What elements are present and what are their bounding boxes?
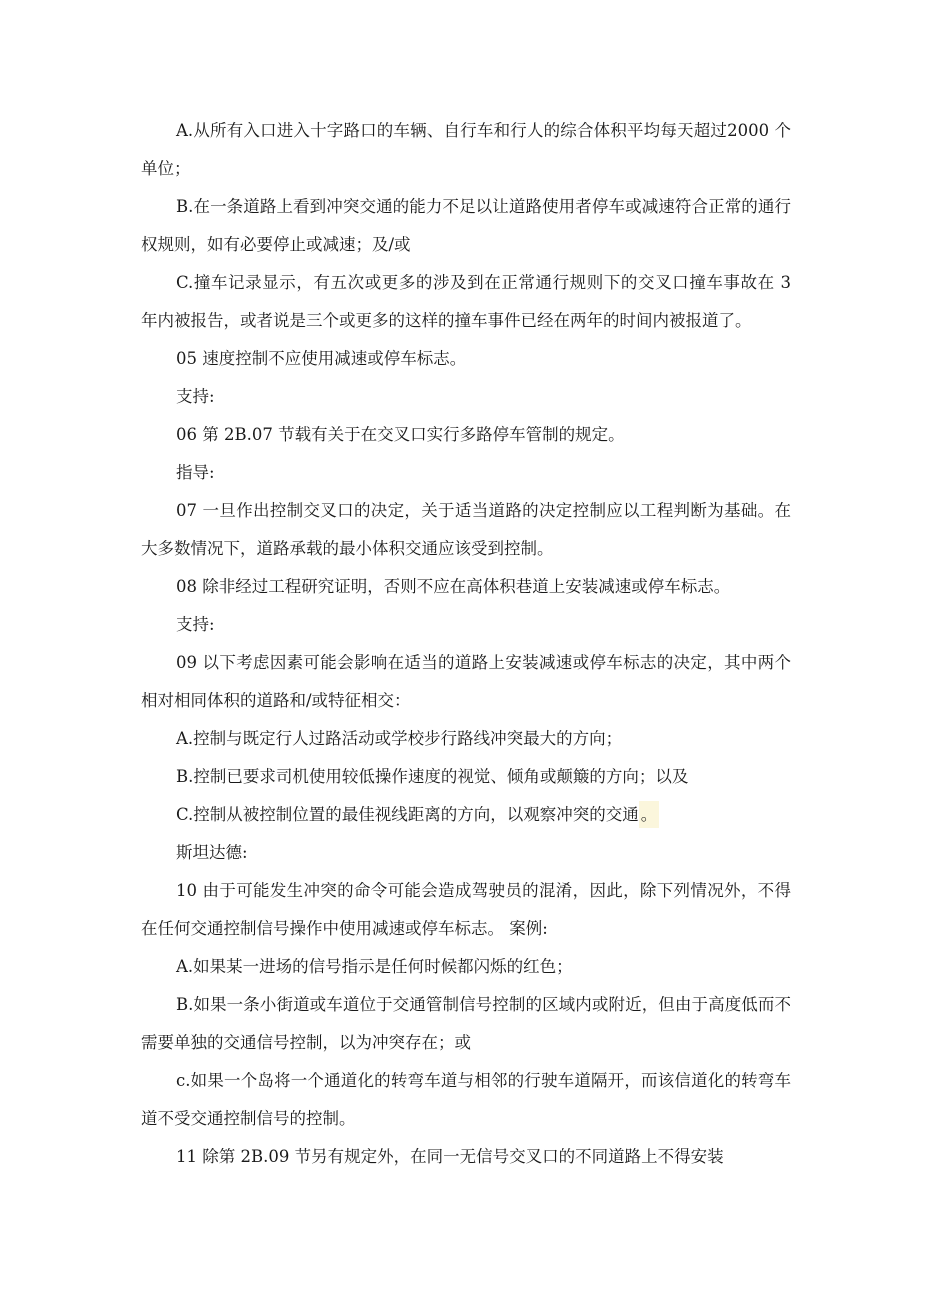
paragraph-11: 11 除第 2B.09 节另有规定外，在同一无信号交叉口的不同道路上不得安装 <box>176 1147 724 1166</box>
paragraph-10: 10 由于可能发生冲突的命令可能会造成驾驶员的混淆，因此，除下列情况外，不得在任何交通控制信号操作中使用减速或停车标志。 案例: <box>141 881 791 938</box>
paragraph-09: 09 以下考虑因素可能会影响在适当的道路上安装减速或停车标志的决定，其中两个相对相同体积的道路和/或特征相交： <box>141 653 791 710</box>
heading-support-2: 支持: <box>176 615 215 634</box>
paragraph-09-a: A.控制与既定行人过路活动或学校步行路线冲突最大的方向； <box>176 729 623 748</box>
paragraph-09-c-text: C.控制从被控制位置的最佳视线距离的方向，以观察冲突的交通 <box>176 805 639 824</box>
highlight-mark: 。 <box>639 801 660 828</box>
paragraph-criterion-a: A.从所有入口进入十字路口的车辆、自行车和行人的综合体积平均每天超过2000 个单位； <box>141 121 791 178</box>
paragraph-10-a: A.如果某一进场的信号指示是任何时候都闪烁的红色； <box>176 957 573 976</box>
paragraph-criterion-c: C.撞车记录显示，有五次或更多的涉及到在正常通行规则下的交叉口撞车事故在 3 年内被报告，或者说是三个或更多的这样的撞车事件已经在两年的时间内被报道了。 <box>141 273 791 330</box>
paragraph-09-c <box>141 796 791 834</box>
paragraph-08: 08 除非经过工程研究证明，否则不应在高体积巷道上安装减速或停车标志。 <box>176 577 731 596</box>
document-body <box>141 112 791 1176</box>
paragraph-05: 05 速度控制不应使用减速或停车标志。 <box>176 349 467 368</box>
heading-support: 支持: <box>176 387 215 406</box>
heading-guidance: 指导: <box>176 463 215 482</box>
paragraph-06: 06 第 2B.07 节载有关于在交叉口实行多路停车管制的规定。 <box>176 425 625 444</box>
paragraph-07: 07 一旦作出控制交叉口的决定，关于适当道路的决定控制应以工程判断为基础。在大多数情况下，道路承载的最小体积交通应该受到控制。 <box>141 501 791 558</box>
heading-standard: 斯坦达德: <box>176 843 248 862</box>
paragraph-09-b: B.控制已要求司机使用较低操作速度的视觉、倾角或颠簸的方向；以及 <box>176 767 689 786</box>
paragraph-10-b: B.如果一条小街道或车道位于交通管制信号控制的区域内或附近，但由于高度低而不需要单独的交通信号控制，以为冲突存在；或 <box>141 995 791 1052</box>
paragraph-10-c: c.如果一个岛将一个通道化的转弯车道与相邻的行驶车道隔开，而该信道化的转弯车道不受交通控制信号的控制。 <box>141 1071 791 1128</box>
paragraph-criterion-b: B.在一条道路上看到冲突交通的能力不足以让道路使用者停车或减速符合正常的通行权规则，如有必要停止或减速；及/或 <box>141 197 791 254</box>
